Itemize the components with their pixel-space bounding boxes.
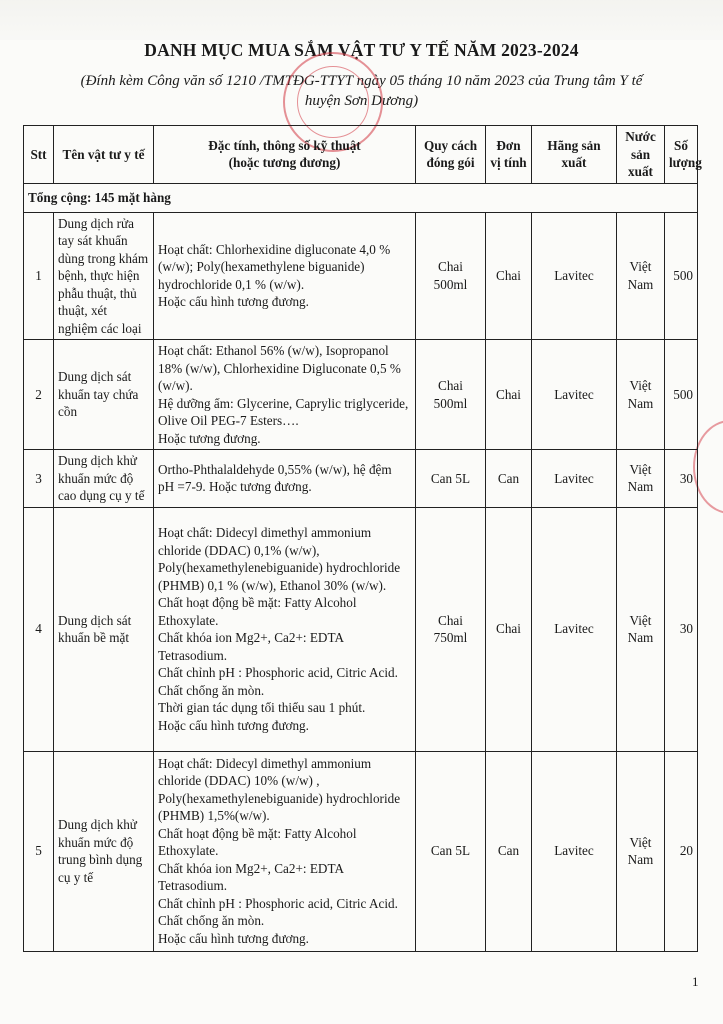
cell-qty: 500 [665, 212, 698, 340]
cell-spec [154, 450, 416, 508]
cell-maker: Lavitec [532, 212, 617, 340]
spec-line: Chất hoạt động bề mặt: Fatty Alcohol Ethoxylate. [158, 825, 357, 859]
col-header-stt: Stt [24, 126, 54, 184]
cell-name: Dung dịch sát khuẩn tay chứa cồn [54, 340, 154, 450]
spec-line: Chất chống ăn mòn. [158, 913, 265, 929]
spec-line: Hoạt chất: Didecyl dimethyl ammonium chloride (DDAC) 0,1% (w/w), Poly(hexamethylenebiguanide) hydrochloride (PHMB) 0,1 % (w/w), Ethanol 30% (w/w). [158, 525, 401, 593]
col-header-unit: Đơn vị tính [486, 126, 532, 184]
supply-table [23, 125, 702, 952]
cell-country: Việt Nam [617, 507, 665, 751]
cell-unit: Chai [486, 340, 532, 450]
spec-line: Hệ dưỡng ẩm: Glycerine, Caprylic triglyceride, Olive Oil PEG-7 Esters…. [158, 395, 409, 428]
cell-name: Dung dịch khử khuẩn mức độ cao dụng cụ y tế [54, 450, 154, 508]
table-row [24, 507, 698, 751]
cell-stt: 3 [24, 450, 54, 508]
cell-stt: 4 [24, 507, 54, 751]
cell-stt: 1 [24, 212, 54, 340]
cell-name: Dung dịch rửa tay sát khuẩn dùng trong khám bệnh, thực hiện phẫu thuật, thủ thuật, xét nghiệm các loại [54, 212, 154, 340]
col-header-maker: Hãng sản xuất [532, 126, 617, 184]
table-row [24, 212, 698, 340]
col-header-pack: Quy cách đóng gói [416, 126, 486, 184]
spec-line: Chất khóa ion Mg2+, Ca2+: EDTA Tetrasodium. [158, 860, 344, 894]
cell-pack: Chai 750ml [416, 507, 486, 751]
col-header-qty: Số lượng [665, 126, 698, 184]
cell-unit: Chai [486, 212, 532, 340]
spec-line: Hoặc cấu hình tương đương. [158, 930, 309, 946]
cell-spec [154, 507, 416, 751]
cell-unit: Can [486, 450, 532, 508]
col-header-spec: Đặc tính, thông số kỹ thuật (hoặc tương đương) [154, 126, 416, 184]
cell-qty: 20 [665, 751, 698, 951]
table-header-row [24, 126, 698, 184]
spec-line: Chất hoạt động bề mặt: Fatty Alcohol Ethoxylate. [158, 595, 357, 628]
total-cell: Tổng cộng: 145 mặt hàng [24, 183, 698, 212]
cell-spec [154, 340, 416, 450]
table-row [24, 450, 698, 508]
spec-line: Ortho-Phthalaldehyde 0,55% (w/w), hệ đệm pH =7-9. Hoặc tương đương. [158, 461, 392, 495]
cell-unit: Can [486, 751, 532, 951]
cell-country: Việt Nam [617, 450, 665, 508]
cell-qty: 30 [665, 450, 698, 508]
cell-maker: Lavitec [532, 450, 617, 508]
spec-line: Hoặc tương đương. [158, 430, 261, 446]
spec-line: Hoặc cấu hình tương đương. [158, 294, 309, 310]
spec-line: Chất chỉnh pH : Phosphoric acid, Citric Acid. [158, 895, 398, 911]
cell-pack: Can 5L [416, 751, 486, 951]
cell-name: Dung dịch khử khuẩn mức độ trung bình dụng cụ y tế [54, 751, 154, 951]
scan-bleed-through [0, 0, 723, 40]
subtitle-line-1: (Đính kèm Công văn số 1210 /TMTĐG-TTYT ngày 05 tháng 10 năm 2023 của Trung tâm Y tế [80, 73, 643, 89]
cell-name: Dung dịch sát khuẩn bề mặt [54, 507, 154, 751]
table-row [24, 340, 698, 450]
spec-line: Hoạt chất: Ethanol 56% (w/w), Isopropanol 18% (w/w), Chlorhexidine Digluconate 0,5 % (w/w). [158, 343, 401, 393]
cell-spec [154, 751, 416, 951]
spec-line: Hoạt chất: Chlorhexidine digluconate 4,0 % (w/w); Poly(hexamethylene biguanide) hydrochloride 0,1 % (w/w). [158, 241, 391, 292]
cell-maker: Lavitec [532, 340, 617, 450]
cell-stt: 5 [24, 751, 54, 951]
spec-line: Chất chống ăn mòn. [158, 682, 265, 698]
cell-stt: 2 [24, 340, 54, 450]
cell-qty: 30 [665, 507, 698, 751]
col-header-name: Tên vật tư y tế [54, 126, 154, 184]
cell-spec [154, 212, 416, 340]
spec-line: Thời gian tác dụng tối thiểu sau 1 phút. [158, 700, 366, 715]
cell-maker: Lavitec [532, 507, 617, 751]
cell-maker: Lavitec [532, 751, 617, 951]
page-number: 1 [692, 974, 699, 989]
spec-line: Hoạt chất: Didecyl dimethyl ammonium chloride (DDAC) 10% (w/w) , Poly(hexamethylenebiguanide) hydrochloride (PHMB) 1,5%(w/w). [158, 755, 401, 824]
spec-line: Hoặc cấu hình tương đương. [158, 717, 309, 733]
cell-pack: Chai 500ml [416, 212, 486, 340]
table-row [24, 751, 698, 951]
total-row [24, 183, 698, 212]
cell-country: Việt Nam [617, 340, 665, 450]
spec-line: Chất chỉnh pH : Phosphoric acid, Citric Acid. [158, 665, 398, 680]
cell-country: Việt Nam [617, 212, 665, 340]
spec-line: Chất khóa ion Mg2+, Ca2+: EDTA Tetrasodium. [158, 630, 344, 663]
subtitle-line-2: huyện Sơn Dương) [304, 93, 419, 109]
col-header-country: Nước sản xuất [617, 126, 665, 184]
cell-country: Việt Nam [617, 751, 665, 951]
cell-pack: Can 5L [416, 450, 486, 508]
cell-pack: Chai 500ml [416, 340, 486, 450]
document-title: DANH MỤC MUA SẮM VẬT TƯ Y TẾ NĂM 2023-2024 [144, 40, 579, 60]
cell-qty: 500 [665, 340, 698, 450]
cell-unit: Chai [486, 507, 532, 751]
